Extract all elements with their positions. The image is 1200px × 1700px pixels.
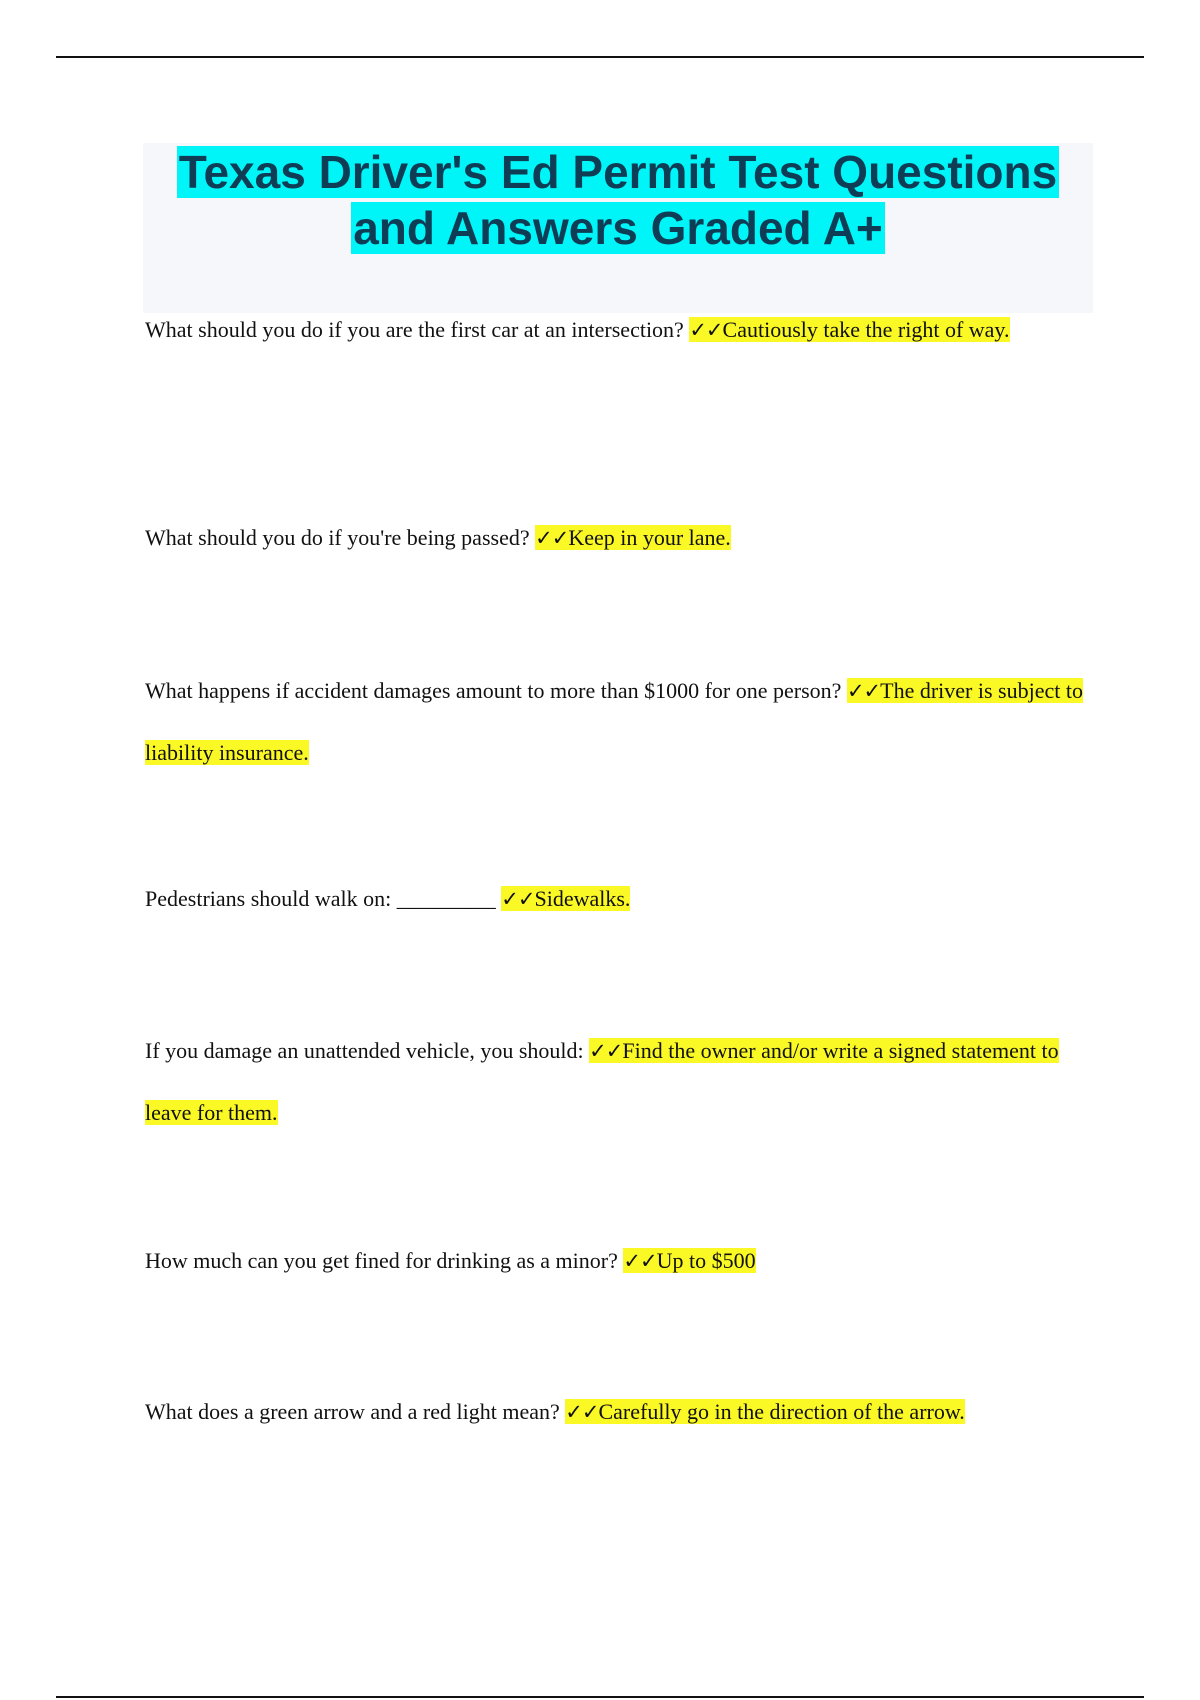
answer-value: Carefully go in the direction of the arrow. [598,1399,965,1424]
answer-value: Find the owner and/or write a signed statement to leave for them. [145,1038,1059,1125]
question-text: If you damage an unattended vehicle, you should: [145,1038,590,1063]
top-divider [56,56,1144,58]
double-check-icon: ✓✓ [589,1039,623,1063]
double-check-icon: ✓✓ [623,1249,657,1273]
title-line-1: Texas Driver's Ed Permit Test Questions [178,146,1058,198]
question-text: What should you do if you're being passed? [145,525,536,550]
qa-item-6 [145,1230,1105,1292]
answer-value: Keep in your lane. [568,525,731,550]
answer-value: Up to $500 [656,1248,756,1273]
double-check-icon: ✓✓ [501,887,535,911]
qa-item-2 [145,507,1105,569]
bottom-divider [56,1696,1144,1698]
qa-item-4 [145,868,1105,930]
answer-text [565,1399,965,1424]
question-text: What does a green arrow and a red light mean? [145,1399,566,1424]
answer-value: Cautiously take the right of way. [722,317,1010,342]
double-check-icon: ✓✓ [689,318,723,342]
answer-text [501,886,630,911]
question-text: How much can you get fined for drinking as a minor? [145,1248,624,1273]
double-check-icon: ✓✓ [535,526,569,550]
answer-text [623,1248,755,1273]
question-text: Pedestrians should walk on: _________ [145,886,502,911]
document-title [143,144,1093,256]
answer-value: The driver is subject to liability insurance. [145,678,1083,765]
qa-item-7 [145,1381,1105,1443]
question-text: What happens if accident damages amount to more than $1000 for one person? [145,678,847,703]
title-line-2: and Answers Graded A+ [353,202,883,254]
answer-value: Sidewalks. [534,886,631,911]
answer-text [689,317,1009,342]
qa-item-3 [145,660,1105,783]
qa-item-1 [145,299,1105,361]
qa-item-5 [145,1020,1105,1143]
answer-text [535,525,731,550]
question-text: What should you do if you are the first car at an intersection? [145,317,690,342]
double-check-icon: ✓✓ [846,679,881,703]
double-check-icon: ✓✓ [565,1400,599,1424]
